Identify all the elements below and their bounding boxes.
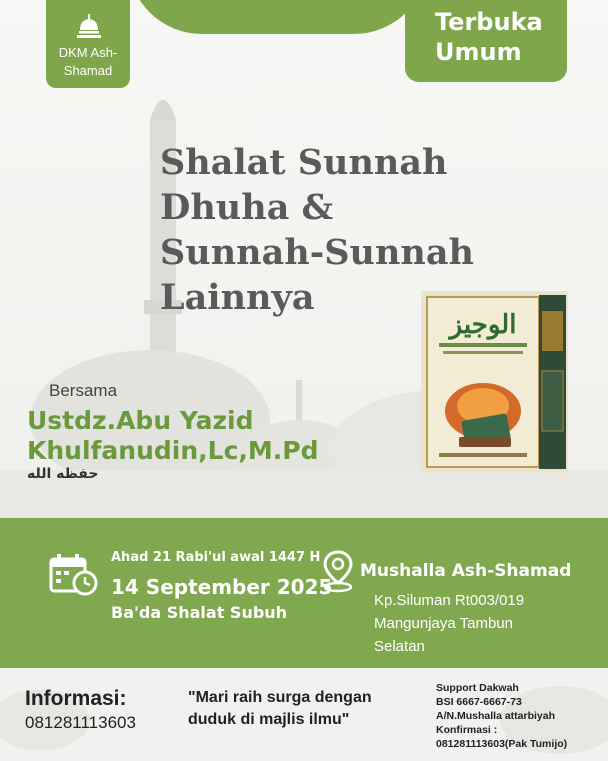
speaker-honorific: حفظه الله [27, 466, 99, 482]
organizer-name-line1: DKM Ash- [58, 45, 118, 60]
info-title: Informasi: [25, 687, 127, 710]
support-line2: BSI 6667-6667-73 [436, 696, 522, 708]
title-line3: Sunnah-Sunnah [160, 232, 475, 273]
info-phone: 081281113603 [25, 713, 136, 732]
organizer-badge [46, 0, 130, 88]
event-date: 14 September 2025 [111, 575, 333, 599]
motivational-quote [188, 687, 428, 731]
address-line2: Mangunjaya Tambun [374, 615, 513, 632]
open-public-line1: Terbuka [435, 8, 543, 36]
calendar-clock-icon [48, 553, 98, 597]
title-line2: Dhuha & [160, 187, 334, 228]
address-line3: Selatan [374, 638, 425, 655]
title-line1: Shalat Sunnah [160, 142, 448, 183]
organizer-name-line2: Shamad [63, 63, 113, 78]
speaker-name [27, 406, 318, 466]
hijri-date: Ahad 21 Rabi'ul awal 1447 H [111, 550, 321, 565]
open-public-line2: Umum [435, 38, 522, 66]
mosque-icon [76, 14, 102, 40]
open-public-badge [405, 0, 567, 82]
support-line3: A/N.Mushalla attarbiyah [436, 710, 556, 722]
quote-line2: duduk di majlis ilmu" [188, 711, 350, 728]
speaker-intro: Bersama [49, 381, 118, 400]
quote-line1: "Mari raih surga dengan [188, 689, 372, 706]
book-cover-image [421, 291, 568, 473]
book-title-arabic: الوجيز [449, 310, 517, 340]
location-pin-icon [322, 549, 354, 593]
donation-support-info [436, 681, 606, 751]
support-line1: Support Dakwah [436, 682, 519, 694]
speaker-name-line2: Khulfanudin,Lc,M.Pd [27, 436, 319, 465]
title-line4: Lainnya [160, 277, 315, 318]
speaker-name-line1: Ustdz.Abu Yazid [27, 406, 254, 435]
event-time: Ba'da Shalat Subuh [111, 603, 288, 622]
address-line1: Kp.Siluman Rt003/019 [374, 592, 525, 609]
venue-name: Mushalla Ash-Shamad [360, 561, 572, 581]
support-line4: Konfirmasi : [436, 724, 498, 736]
support-line5: 081281113603(Pak Tumijo) [436, 738, 568, 750]
venue-address [374, 589, 594, 658]
